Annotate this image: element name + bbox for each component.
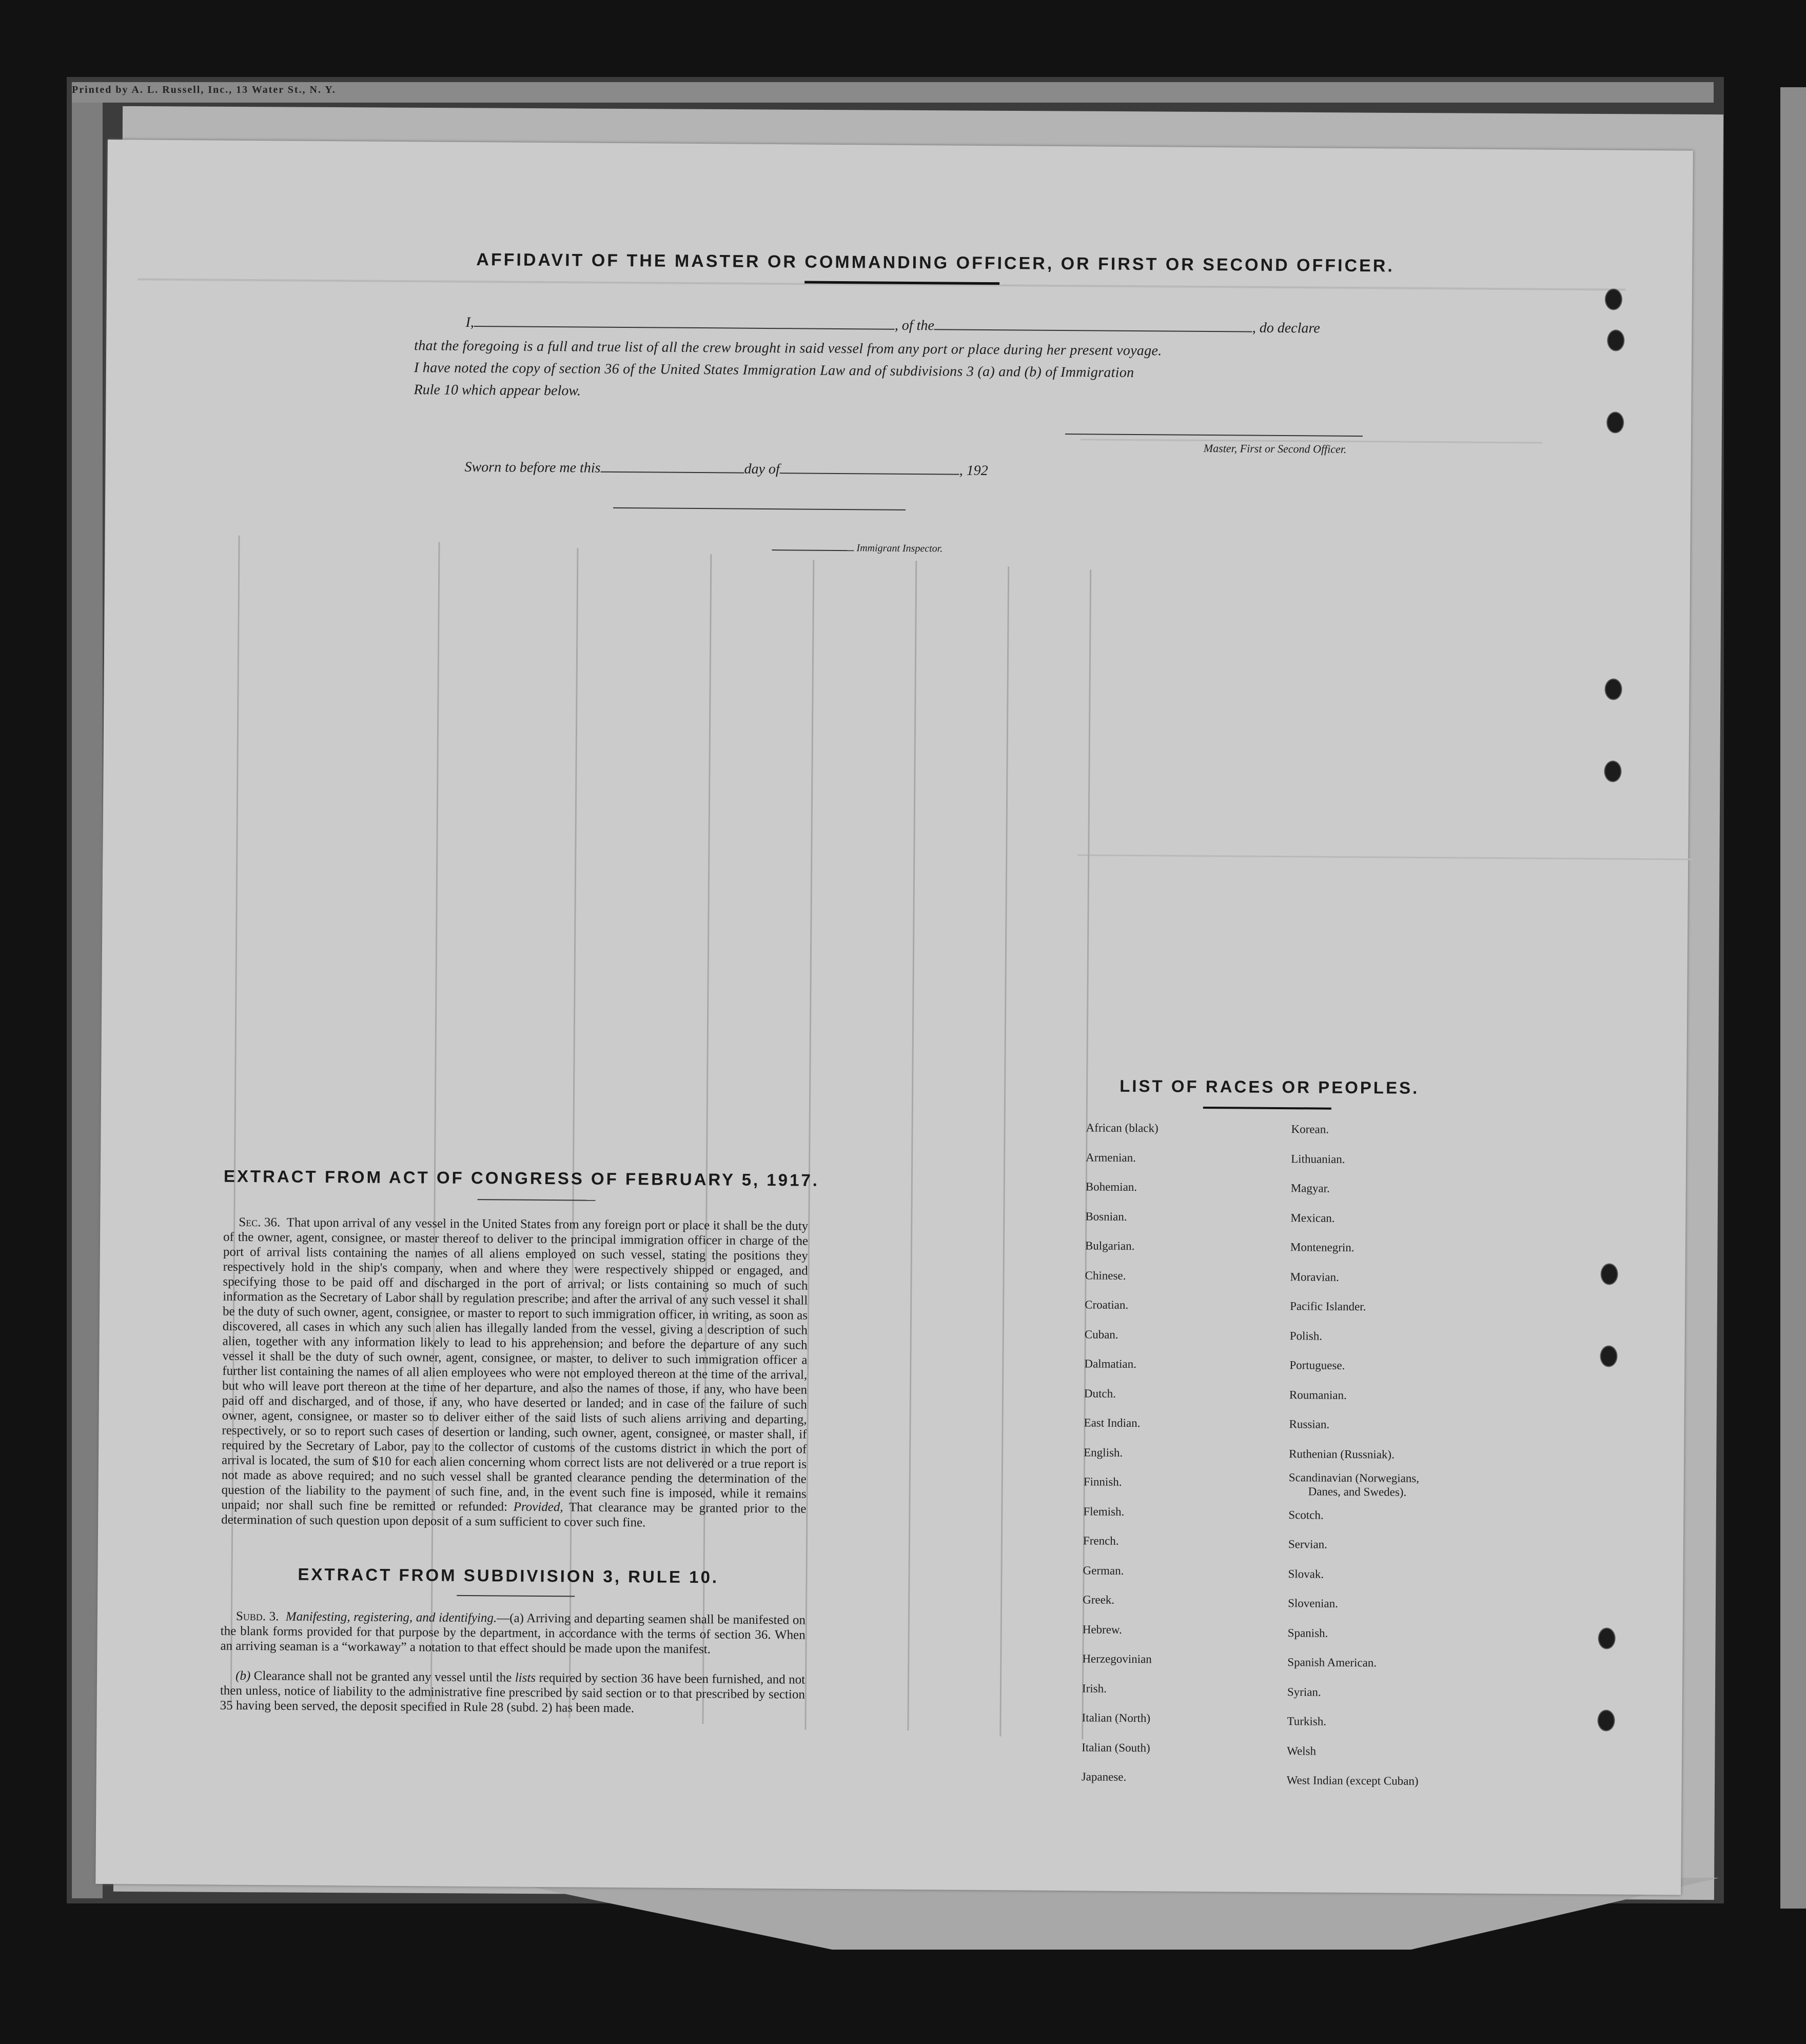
race-item: Pacific Islander.: [1290, 1300, 1366, 1313]
section-36-label: Sec. 36.: [239, 1215, 281, 1230]
clause-b-pre: Clearance shall not be granted any vessel until the: [253, 1669, 512, 1685]
affidavit-of-the: , of the: [894, 317, 934, 334]
race-item: Roumanian.: [1289, 1388, 1347, 1402]
race-item: Portuguese.: [1289, 1359, 1345, 1372]
binding-hole: [1605, 288, 1622, 310]
provided-term: Provided,: [513, 1500, 563, 1515]
right-adjacent-page-edge: [1780, 87, 1806, 1909]
race-item: Syrian.: [1287, 1685, 1321, 1699]
column-rule: [430, 542, 440, 1712]
affidavit-line-1: [465, 312, 1320, 337]
races-right-column: [1287, 1114, 1423, 1796]
binding-hole: [1600, 1345, 1617, 1367]
race-item: Servian.: [1288, 1538, 1328, 1551]
race-item: Finnish.: [1083, 1475, 1122, 1488]
race-item: Montenegrin.: [1290, 1241, 1354, 1254]
clause-b-label: (b): [235, 1668, 251, 1683]
race-item: Russian.: [1289, 1418, 1330, 1431]
race-item: Polish.: [1289, 1329, 1323, 1343]
imprint-strip: [72, 82, 1714, 103]
subdivision-a-text: [220, 1609, 806, 1658]
section-36-text: [221, 1215, 808, 1531]
manifest-page: [95, 140, 1693, 1895]
inspector-caption: Immigrant Inspector.: [856, 542, 943, 555]
subdivision-heading: Manifesting, registering, and identifying.: [285, 1609, 497, 1625]
race-item: West Indian (except Cuban): [1286, 1774, 1419, 1787]
affidavit-line-2: that the foregoing is a full and true list of all the crew brought in said vessel from any port or place during her present voyage.: [414, 338, 1162, 359]
inspector-signature-line: [772, 549, 854, 551]
race-item: Flemish.: [1083, 1504, 1125, 1518]
race-item: German.: [1083, 1563, 1124, 1577]
race-item: Hebrew.: [1082, 1622, 1122, 1636]
affidavit-title: AFFIDAVIT OF THE MASTER OR COMMANDING OFFICER, OR FIRST OR SECOND OFFICER.: [476, 250, 1395, 276]
race-item: Italian (South): [1082, 1740, 1150, 1754]
column-rule: [230, 536, 240, 1705]
sworn-text: Sworn to before me this: [464, 459, 601, 476]
clause-a-label: —(a): [497, 1611, 524, 1625]
races-title-underline: [1203, 1107, 1331, 1110]
master-signature-caption: Master, First or Second Officer.: [1203, 441, 1347, 456]
races-left-column: [1082, 1113, 1159, 1792]
column-rule: [569, 548, 579, 1718]
affidavit-i: I,: [465, 314, 474, 330]
column-rule: [804, 560, 814, 1730]
binding-hole: [1598, 1627, 1616, 1649]
clause-b-lists: lists: [515, 1670, 536, 1685]
race-item: Greek.: [1083, 1593, 1115, 1606]
binding-hole: [1607, 329, 1624, 351]
race-item: Japanese.: [1081, 1770, 1127, 1783]
master-name-blank: [474, 312, 895, 330]
ghost-rule: [138, 278, 1625, 290]
race-item: Irish.: [1082, 1681, 1107, 1695]
sworn-day-blank: [600, 458, 744, 474]
binding-hole: [1600, 1263, 1618, 1285]
race-item: Italian (North): [1082, 1711, 1151, 1725]
race-item: Slovenian.: [1288, 1597, 1338, 1610]
section-36-ending: That clearance may be granted prior to the determination of such question upon deposit of a sum sufficient to cover such fine.: [221, 1500, 807, 1530]
race-item: Lithuanian.: [1291, 1152, 1345, 1166]
race-item: Korean.: [1291, 1123, 1329, 1136]
race-item: East Indian.: [1084, 1416, 1141, 1430]
race-item: Dalmatian.: [1084, 1357, 1137, 1371]
race-item: Armenian.: [1086, 1150, 1136, 1164]
day-of-text: day of: [744, 461, 780, 478]
rule-extract-title: EXTRACT FROM SUBDIVISION 3, RULE 10.: [298, 1564, 719, 1587]
affidavit-line-4: Rule 10 which appear below.: [414, 382, 581, 399]
race-item: Spanish American.: [1287, 1656, 1377, 1669]
race-item: Spanish.: [1287, 1626, 1328, 1640]
race-item: French.: [1083, 1534, 1119, 1547]
race-item: Danes, and Swedes).: [1308, 1485, 1407, 1499]
race-item: Welsh: [1287, 1744, 1317, 1758]
master-signature-line: [1065, 434, 1363, 437]
binding-hole: [1606, 411, 1624, 433]
race-item: Ruthenian (Russniak).: [1289, 1447, 1395, 1461]
race-item: Scandinavian (Norwegians,: [1288, 1471, 1420, 1485]
column-rule: [999, 566, 1009, 1736]
section-36-body: That upon arrival of any vessel in the United States from any foreign port or place it shall be the duty of the owner, agent, consignee, or master thereof to deliver to the principal immigration officer in charge of the port of arrival lists containing the names of all aliens employed on such vessel, stating the positions they respectively hold in the ship's company, when and where they were respectively shipped or engaged, and specifying those to be paid off and discharged in the port of arrival; or lists containing so much of such information as the Secretary of Labor shall by regulation prescribe; and after the arrival of any such vessel it shall be the duty of such owner, agent, consignee, or master to report to such immigration officer, in writing, as soon as discovered, all cases in which any such alien has illegally landed from the vessel, giving a description of such alien, together with any information likely to lead to his apprehension; and before the departure of any such vessel it shall be the duty of such owner, agent, consignee, or master, to deliver to such immigration officer a further list containing the names of all alien employees who were not employed thereon at the time of the arrival, but who will leave port thereon at the time of her departure, and also the names of those, if any, who have been paid off and discharged, and of those, if any, who have deserted or landed; and in case of the failure of such owner, agent, consignee, or master so to deliver either of the said lists of such aliens arriving and departing, respectively, or so to report such cases of desertion or landing, such owner, agent, consignee, or master shall, if required by the Secretary of Labor, pay to the collector of customs of the customs district in which the port of arrival is located, the sum of $10 for each alien concerning whom correct lists are not delivered or a true report is not made as above required; and no such vessel shall be granted clearance pending the determination of the question of the liability to the payment of such fine, and, in the event such fine is imposed, while it remains unpaid; nor shall such fine be remitted or refunded:: [221, 1215, 809, 1514]
column-rule: [702, 554, 712, 1724]
races-title: LIST OF RACES OR PEOPLES.: [1120, 1076, 1420, 1097]
race-item: Cuban.: [1084, 1327, 1118, 1341]
race-item: Slovak.: [1288, 1567, 1324, 1581]
affidavit-declare: , do declare: [1252, 320, 1320, 337]
notary-signature-line: [613, 507, 906, 510]
race-item: Mexican.: [1290, 1211, 1335, 1225]
race-item: Scotch.: [1288, 1508, 1324, 1522]
subdivision-b-text: [220, 1668, 806, 1717]
printer-imprint: Printed by A. L. Russell, Inc., 13 Water St., N. Y.: [72, 84, 336, 95]
clause-b-post: required by section 36 have been furnished, and not then unless, notice of liability to the administrative fine prescribed by said section or to that prescribed by section 35 having been served, the deposit specified in Rule 28 (subd. 2) has been made.: [220, 1670, 806, 1716]
rule-title-underline: [457, 1595, 575, 1597]
binding-hole: [1604, 760, 1621, 782]
subdivision-label: Subd. 3.: [235, 1609, 279, 1624]
column-rule: [907, 561, 917, 1731]
act-title-underline: [478, 1199, 596, 1201]
race-item: English.: [1084, 1445, 1123, 1459]
binding-hole: [1597, 1709, 1615, 1731]
race-item: Croatian.: [1085, 1298, 1129, 1311]
binding-hole: [1604, 678, 1622, 700]
sworn-line: [464, 457, 988, 479]
race-item: Bulgarian.: [1085, 1239, 1135, 1253]
race-item: African (black): [1086, 1121, 1159, 1135]
race-item: Moravian.: [1290, 1270, 1339, 1284]
race-item: Magyar.: [1290, 1182, 1330, 1195]
race-item: Bosnian.: [1085, 1209, 1127, 1223]
year-text: , 192: [959, 462, 988, 479]
clause-a-text: Arriving and departing seamen shall be manifested on the blank forms provided for that purpose by the department, in accordance with the terms of section 36. When an arriving seaman is a “workaway” a notation to that effect should be made upon the manifest.: [220, 1611, 806, 1657]
affidavit-line-3: I have noted the copy of section 36 of the United States Immigration Law and of subdivisions 3 (a) and (b) of Immigration: [414, 360, 1134, 381]
race-item: Dutch.: [1084, 1386, 1116, 1400]
race-item: Turkish.: [1287, 1715, 1327, 1728]
vessel-name-blank: [934, 316, 1252, 332]
sworn-month-blank: [780, 459, 959, 475]
race-item: Bohemian.: [1085, 1180, 1137, 1194]
act-extract-title: EXTRACT FROM ACT OF CONGRESS OF FEBRUARY 5, 1917.: [223, 1166, 820, 1190]
race-item: Chinese.: [1085, 1268, 1126, 1282]
race-item: Herzegovinian: [1082, 1652, 1152, 1666]
ghost-rule: [1077, 854, 1693, 860]
